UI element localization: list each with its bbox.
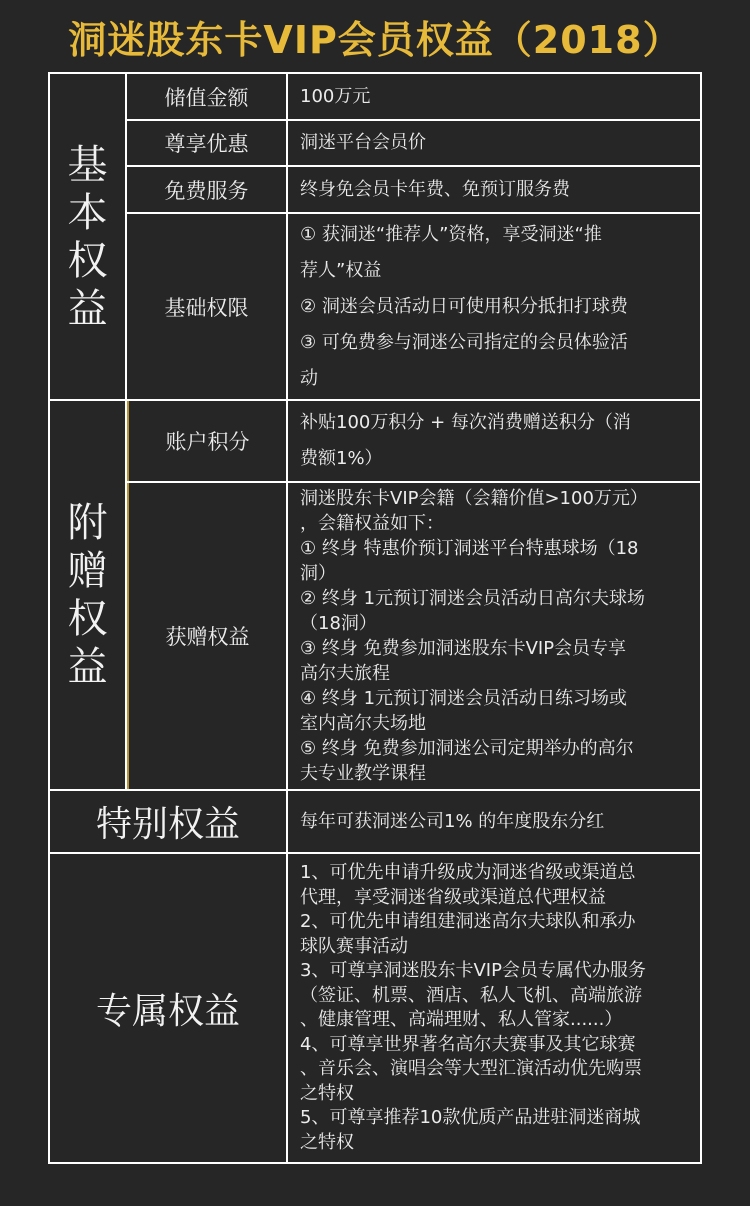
value-line: ① 终身 特惠价预订洞迷平台特惠球场（18	[300, 538, 639, 559]
value-line: ② 终身 1元预订洞迷会员活动日高尔夫球场	[300, 588, 646, 609]
heading-char: 基	[67, 141, 108, 188]
value-line: （签证、机票、酒店、私人飞机、高端旅游	[300, 984, 642, 1006]
value-line: 动	[300, 367, 318, 389]
stored-value-label: 储值金额	[164, 85, 249, 110]
value-line: 补贴100万积分 + 每次消费赠送积分（消	[300, 412, 631, 433]
value-line: 室内高尔夫场地	[300, 713, 426, 734]
value-line: 、音乐会、演唱会等大型汇演活动优先购票	[300, 1058, 642, 1079]
value-line: 3、可尊享洞迷股东卡VIP会员专属代办服务	[300, 960, 646, 981]
basic-benefits-heading	[50, 74, 125, 399]
value-line: ⑤ 终身 免费参加洞迷公司定期举办的高尔	[300, 738, 634, 759]
account-points-value	[288, 401, 700, 481]
gift-benefits-heading	[50, 401, 125, 789]
value-line: 洞迷平台会员价	[300, 132, 426, 153]
value-line: ④ 终身 1元预订洞迷会员活动日练习场或	[300, 688, 628, 709]
gifted-benefits-value	[288, 483, 700, 789]
value-line: 100万元	[300, 85, 371, 107]
value-line: 洞迷股东卡VIP会籍（会籍价值>100万元）	[300, 488, 648, 509]
heading-char: 附	[67, 500, 108, 546]
value-line: ，会籍权益如下：	[300, 513, 444, 534]
value-line: 、健康管理、高端理财、私人管家......）	[300, 1009, 623, 1030]
value-line: 荐人”权益	[300, 259, 382, 281]
heading-char: 权	[67, 237, 108, 284]
page-title: 洞迷股东卡VIP会员权益（2018）	[68, 17, 682, 62]
value-line: ③ 终身 免费参加洞迷股东卡VIP会员专享	[300, 638, 627, 659]
value-line: 1、可优先申请升级成为洞迷省级或渠道总	[300, 862, 636, 883]
value-line: （18洞）	[300, 613, 377, 634]
member-discount-value	[288, 121, 700, 165]
basic-permissions-label: 基础权限	[164, 295, 249, 320]
special-benefits-heading: 特别权益	[95, 804, 240, 845]
basic-permissions-value	[288, 214, 700, 399]
exclusive-benefits-value	[288, 854, 700, 1162]
value-line: ② 洞迷会员活动日可使用积分抵扣打球费	[300, 295, 628, 317]
heading-char: 本	[67, 189, 108, 236]
value-line: 代理，享受洞迷省级或渠道总代理权益	[300, 886, 606, 908]
value-line: 5、可尊享推荐10款优质产品进驻洞迷商城	[300, 1107, 641, 1128]
value-line: ① 获洞迷“推荐人”资格，享受洞迷“推	[300, 223, 602, 245]
value-line: 高尔夫旅程	[300, 663, 390, 684]
value-line: 洞）	[300, 563, 336, 584]
gifted-benefits-label: 获赠权益	[165, 625, 250, 649]
value-line: 之特权	[300, 1082, 354, 1104]
account-points-label: 账户积分	[165, 430, 250, 454]
value-line: 费额1%）	[300, 448, 383, 469]
free-service-label: 免费服务	[164, 178, 249, 203]
value-line: 每年可获洞迷公司1% 的年度股东分红	[300, 810, 605, 832]
value-line: ③ 可免费参与洞迷公司指定的会员体验活	[300, 331, 628, 353]
special-benefits-value	[288, 791, 700, 852]
benefits-table	[48, 72, 702, 1164]
value-line: 球队赛事活动	[300, 935, 408, 957]
value-line: 终身免会员卡年费、免预订服务费	[300, 178, 570, 200]
heading-char: 益	[67, 285, 108, 332]
free-service-value	[288, 167, 700, 212]
heading-char: 益	[67, 644, 108, 690]
value-line: 之特权	[300, 1131, 354, 1153]
exclusive-benefits-heading: 专属权益	[95, 990, 240, 1032]
value-line: 2、可优先申请组建洞迷高尔夫球队和承办	[300, 911, 636, 932]
heading-char: 赠	[67, 548, 108, 594]
value-line: 夫专业教学课程	[300, 763, 426, 784]
member-discount-label: 尊享优惠	[164, 132, 249, 156]
heading-char: 权	[67, 596, 108, 642]
value-line: 4、可尊享世界著名高尔夫赛事及其它球赛	[300, 1033, 636, 1055]
stored-value-value	[288, 74, 700, 119]
